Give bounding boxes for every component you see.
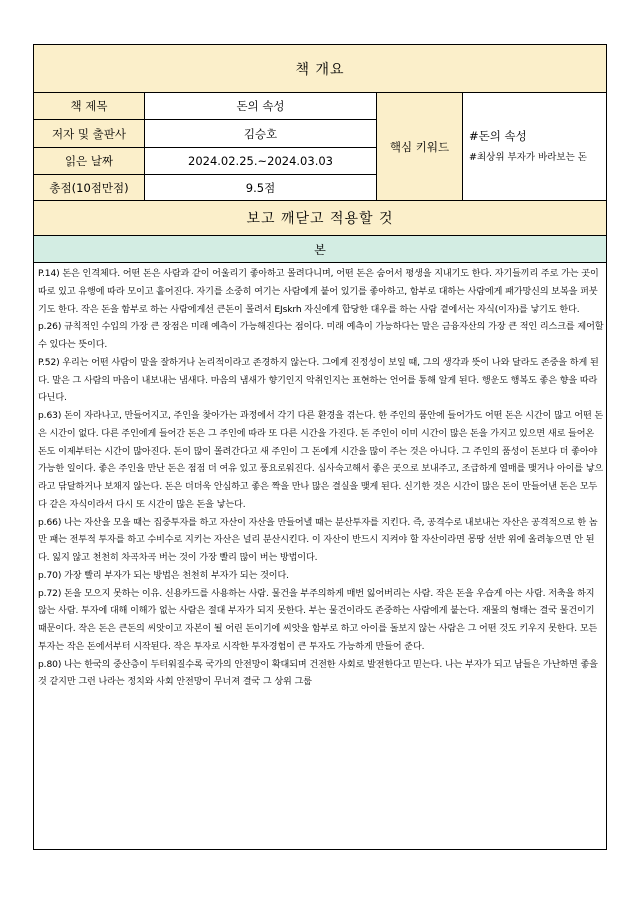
keyword-label-cell	[377, 93, 463, 201]
note-paragraph: p.72) 돈을 모으지 못하는 이유. 신용카드를 사용하는 사람. 물건을 부주의하게 매번 잃어버리는 사람. 작은 돈을 우습게 아는 사람. 저축을 하지 않는 사람. 투자에 대해 이해가 없는 사람은 절대 부자가 되지 못한다. 부는 물건이라도 존중하는 사람에게 붙는다. 재물의 형태는 결국 물건이기 때문이다. 작은 돈은 큰돈의 씨앗이고 자본이 될 어린 돈이기에 씨앗을 함부로 하고 아이를 돌보지 않는 사람은 그 어떤 것도 키우지 못한다. 모든 투자는 작은 돈에서부터 시작된다. 작은 투자로 시작한 투자경험이 큰 투자도 가능하게 만들어 준다.	[38, 588, 598, 652]
value-read-date: 2024.02.25.~2024.03.03	[188, 154, 333, 168]
note-paragraph: P.14) 돈은 인격체다. 어떤 돈은 사람과 같이 어울리기 좋아하고 몰려다니며, 어떤 돈은 숨어서 평생을 지내기도 한다. 자기들끼리 주로 가는 곳이 따로 있고 유행에 따라 모이고 흩어진다. 자기를 소중히 여기는 사람에게 붙어 있기를 좋아하고, 함부로 대하는 사람에게 패가망신의 보복을 퍼붓기도 한다. 작은 돈을 함부로 하는 사람에게선 큰돈이 몰려서 EJskrh 자신에게 합당한 대우를 하는 사람 곁에서는 자식(이자)를 낳기도 한다.	[38, 269, 599, 315]
keyword-label: 핵심 키워드	[389, 139, 450, 154]
row-label-author	[34, 120, 145, 148]
keyword-1: #돈의 속성	[469, 128, 527, 143]
section-title: 보고 깨닫고 적용할 것	[246, 211, 394, 227]
note-paragraph: p.70) 가장 빨리 부자가 되는 방법은 천천히 부자가 되는 것이다.	[38, 570, 289, 581]
section-subheader	[34, 236, 606, 263]
keyword-value-cell	[463, 93, 606, 201]
label-score: 총점(10점만점)	[49, 180, 129, 195]
overview-title: 책 개요	[295, 61, 345, 78]
label-book-title: 책 제목	[70, 99, 108, 113]
row-value-title	[145, 93, 377, 120]
section-header	[34, 201, 606, 236]
note-paragraph: p.80) 나는 한국의 중산층이 두터워질수록 국가의 안전망이 확대되며 건전한 사회로 발전한다고 믿는다. 나는 부자가 되고 남들은 가난하면 좋을 것 같지만 그런 나라는 정치와 사회 안전망이 무너져 결국 그 상위 그룹	[38, 659, 598, 688]
note-paragraph: p.63) 돈이 자라나고, 만들어지고, 주인을 찾아가는 과정에서 각기 다른 환경을 겪는다. 한 주인의 품안에 들어가도 어떤 돈은 시간이 많고 어떤 돈은 시간이 없다. 다른 주인에게 들어간 돈은 그 주인에 따라 또 다른 시간을 가진다. 돈 주인이 이미 시간이 많은 돈을 가지고 있으면 새로 들어온 돈도 이제부터는 시간이 많아진다. 돈이 많이 몰려간다고 새 주인이 그 돈에게 시간을 많이 주는 것은 아니다. 그 주인의 품성이 돈보다 더 좋아야 가능한 일이다. 좋은 주인을 만난 돈은 점점 더 여유 있고 풍요로워진다. 심사숙고해서 좋은 곳으로 보내주고, 조급하게 열매를 맺거나 아이를 낳으라고 닦달하거나 보채지 않는다. 돈은 더더욱 안심하고 좋은 짝을 만나 많은 결실을 맺게 된다. 신기한 것은 시간이 많은 돈이 만들어낸 돈은 모두 다 같은 자식이라서 다시 또 시간이 많은 돈을 낳는다.	[38, 411, 604, 510]
label-author: 저자 및 출판사	[52, 126, 126, 141]
note-paragraph: p.66) 나는 자산을 모을 때는 집중투자를 하고 자산이 자산을 만들어낼 때는 분산투자를 지킨다. 즉, 공격수로 내보내는 자산은 공격적으로 한 놈만 패는 전투적 투자를 하고 수비수로 지키는 자산은 널리 분산시킨다. 이 자산이 반드시 지켜야 할 자산이라면 몽땅 선반 위에 올려놓으면 안 된다. 잃지 않고 천천히 차곡차곡 버는 것이 가장 빨리 많이 버는 방법이다.	[38, 517, 598, 563]
note-paragraph: P.52) 우리는 어떤 사람이 말을 잘하거나 논리적이라고 존경하지 않는다. 그에게 진정성이 보일 때, 그의 생각과 뜻이 나와 달라도 존중을 하게 된다. 말은 그 사람의 마음이 내보내는 냄새다. 마음의 냄새가 향기인지 악취인지는 표현하는 언어를 통해 알게 된다. 행운도 행복도 좋은 향을 따라 다닌다.	[38, 357, 599, 404]
row-label-date	[34, 148, 145, 175]
notes-body	[38, 266, 604, 692]
row-label-title	[34, 93, 145, 120]
section-subtitle: 본	[314, 242, 326, 257]
row-value-author	[145, 120, 377, 148]
value-author: 김승호	[243, 126, 278, 141]
value-score: 9.5점	[245, 180, 276, 195]
keyword-2: #최상위 부자가 바라보는 돈	[469, 151, 587, 163]
row-value-score	[145, 175, 377, 201]
book-report-sheet	[33, 44, 607, 850]
value-book-title: 돈의 속성	[236, 99, 285, 113]
note-paragraph: p.26) 규칙적인 수입의 가장 큰 장점은 미래 예측이 가능해진다는 점이다. 미래 예측이 가능하다는 말은 금융자산의 가장 큰 적인 리스크를 제어할 수 있다는 뜻이다.	[38, 322, 604, 350]
label-read-date: 읽은 날짜	[64, 154, 114, 168]
row-value-date	[145, 148, 377, 175]
overview-header	[34, 45, 606, 93]
row-label-score	[34, 175, 145, 201]
